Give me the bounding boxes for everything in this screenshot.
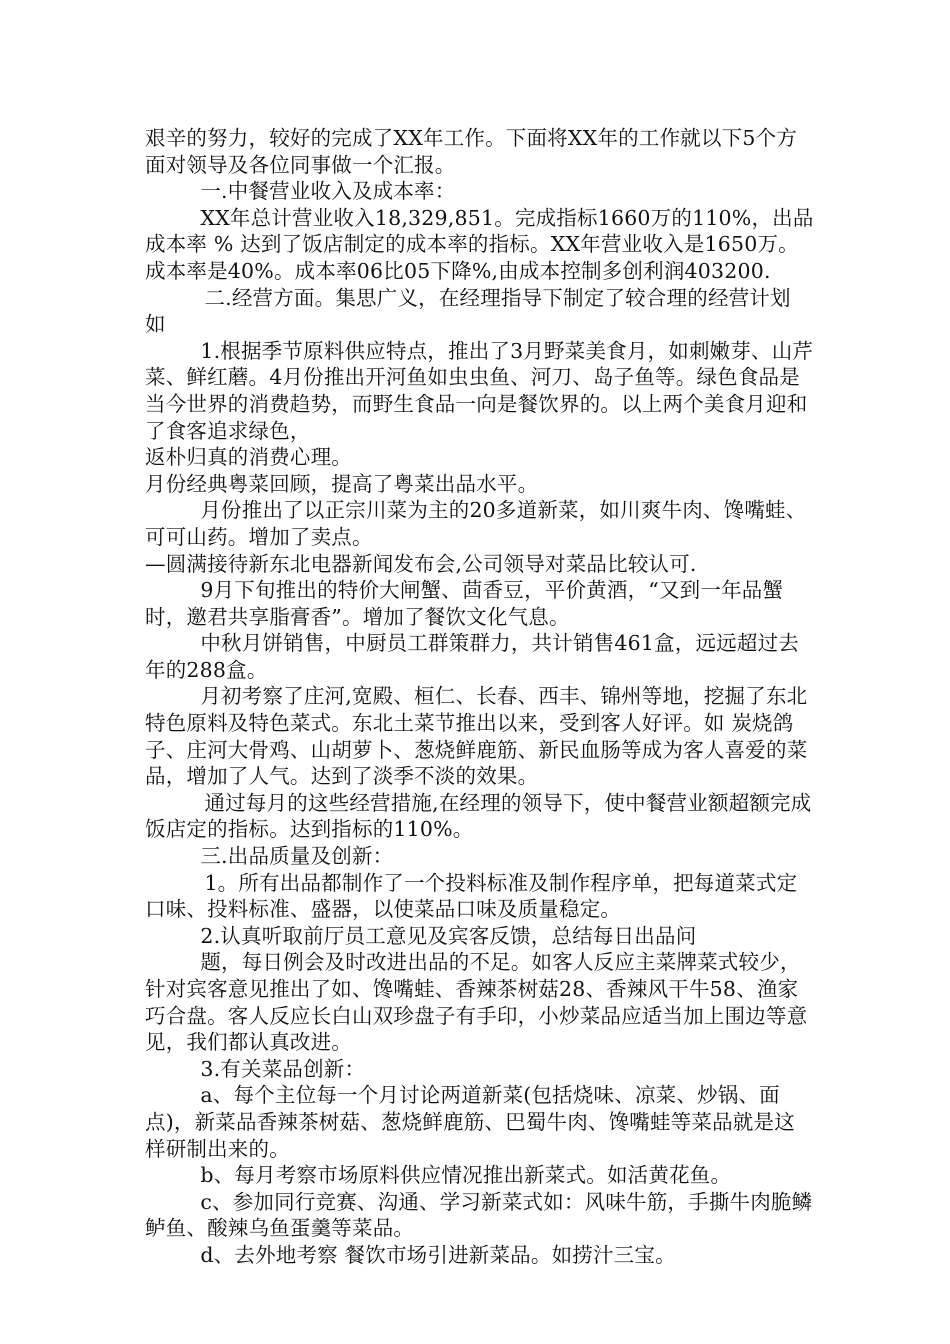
paragraph-quality-standards: 1。所有出品都制作了一个投料标准及制作程序单，把每道菜式定口味、投料标准、盛器，以使菜品口味及质量稳定。 [145, 870, 798, 922]
list-item-innovation-b: b、每月考察市场原料供应情况推出新菜式。如活黄花鱼。 [200, 1163, 732, 1188]
list-item-innovation-a: a、每个主位每一个月讨论两道新菜(包括烧味、凉菜、炒锅、面点)，新菜品香辣茶树菇、葱烧鲜鹿筋、巴蜀牛肉、馋嘴蛙等菜品就是这样研制出来的。 [145, 1083, 795, 1161]
paragraph-northeast-survey: 月初考察了庄河,宽殿、桓仁、长春、西丰、锦州等地，挖掘了东北特色原料及特色菜式。东北土菜节推出以来，受到客人好评。如 炭烧鸽子、庄河大骨鸡、山胡萝卜、葱烧鲜鹿筋、新民血肠等成为客人喜爱的菜品，增加了人气。达到了淡季不淡的效果。 [145, 684, 808, 789]
paragraph-cantonese-review: 月份经典粤菜回顾，提高了粤菜出品水平。 [145, 471, 539, 496]
paragraph-feedback: 2.认真听取前厅员工意见及宾客反馈，总结每日出品问 [200, 923, 697, 948]
document-body [145, 125, 815, 1269]
paragraph-consumer-psychology: 返朴归真的消费心理。 [145, 445, 352, 470]
paragraph-sichuan-dishes: 月份推出了以正宗川菜为主的20多道新菜，如川爽牛肉、馋嘴蛙、可可山药。增加了卖点。 [145, 498, 807, 549]
paragraph-operations-summary: 通过每月的这些经营措施,在经理的领导下，使中餐营业额超额完成饭店定的指标。达到指标的110%。 [145, 790, 812, 842]
section-heading-revenue: 一.中餐营业收入及成本率： [200, 179, 456, 204]
paragraph-feedback-continued: 题，每日例会及时改进出品的不足。如客人反应主菜牌菜式较少，针对宾客意见推出了如、馋嘴蛙、香辣茶树菇28、香辣风干牛58、渔家巧合盘。客人反应长白山双珍盘子有手印，小炒菜品应适当加上围边等意见，我们都认真改进。 [145, 950, 808, 1055]
paragraph-revenue: XX年总计营业收入18,329,851。完成指标1660万的110%，出品成本率 % 达到了饭店制定的成本率的指标。XX年营业收入是1650万。成本率是40%。成本率06比05下降%,由成本控制多创利润403200. [145, 205, 814, 283]
list-item-innovation-d: d、去外地考察 餐饮市场引进新菜品。如捞汁三宝。 [200, 1242, 676, 1267]
paragraph-crab-promotion: 9月下旬推出的特价大闸蟹、茴香豆，平价黄酒，“又到一年品蟹时，邀君共享脂膏香”。增加了餐饮文化气息。 [145, 578, 784, 629]
section-heading-quality: 三.出品质量及创新： [200, 844, 394, 869]
paragraph-intro: 艰辛的努力，较好的完成了XX年工作。下面将XX年的工作就以下5个方面对领导及各位同事做一个汇报。 [145, 126, 798, 177]
paragraph-mooncake-sales: 中秋月饼销售，中厨员工群策群力，共计销售461盒，远远超过去年的288盒。 [145, 631, 799, 682]
list-item-innovation-c: c、参加同行竞赛、沟通、学习新菜式如：风味牛筋，手撕牛肉脆鳞鲈鱼、酸辣乌鱼蛋羹等菜品。 [145, 1189, 813, 1241]
paragraph-press-conference: —圆满接待新东北电器新闻发布会,公司领导对菜品比较认可. [145, 551, 697, 576]
paragraph-seasonal-menu: 1.根据季节原料供应特点，推出了3月野菜美食月，如刺嫩芽、山芹菜、鲜红蘑。4月份推出开河鱼如虫虫鱼、河刀、岛子鱼等。绿色食品是当今世界的消费趋势，而野生食品一向是餐饮界的。以上两个美食月迎和了食客追求绿色， [145, 338, 814, 443]
section-heading-operations: 二.经营方面。集思广义，在经理指导下制定了较合理的经营计划 如 [145, 285, 791, 337]
section-heading-innovation: 3.有关菜品创新： [200, 1056, 366, 1081]
